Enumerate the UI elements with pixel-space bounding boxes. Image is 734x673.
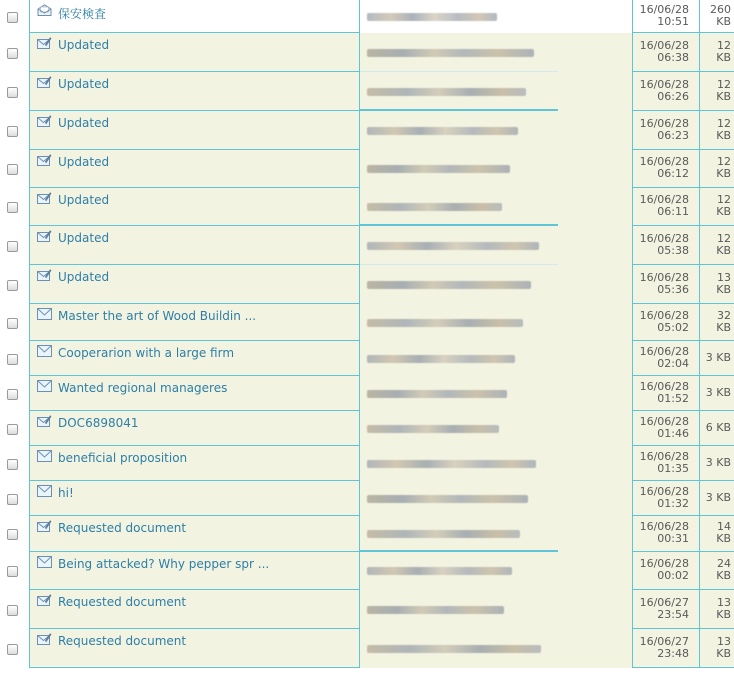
message-time: 02:04 — [657, 357, 689, 370]
message-checkbox[interactable] — [7, 529, 18, 540]
message-subject[interactable]: Updated — [58, 193, 110, 207]
message-checkbox[interactable] — [7, 241, 18, 252]
message-size: 24 — [717, 557, 731, 570]
message-row[interactable] — [0, 304, 734, 341]
message-size-unit: KB — [716, 283, 731, 296]
preview-cell — [360, 111, 632, 150]
checkbox-cell — [0, 411, 29, 446]
message-size-unit: KB — [716, 532, 731, 545]
message-checkbox[interactable] — [7, 318, 18, 329]
subject-cell[interactable] — [29, 552, 360, 590]
attachment-envelope-icon — [37, 154, 52, 166]
message-date: 16/06/27 — [639, 635, 689, 648]
message-checkbox[interactable] — [7, 126, 18, 137]
date-cell — [632, 0, 700, 33]
message-date: 16/06/28 — [639, 557, 689, 570]
message-row[interactable] — [0, 516, 734, 552]
message-subject[interactable]: Being attacked? Why pepper spr ... — [58, 557, 270, 571]
date-cell — [632, 72, 700, 111]
message-size: 12 — [717, 232, 731, 245]
blurred-preview — [367, 203, 502, 211]
message-size: 12 — [717, 117, 731, 130]
blurred-preview — [367, 495, 528, 503]
message-date: 16/06/28 — [639, 520, 689, 533]
subject-cell[interactable] — [29, 304, 360, 341]
message-checkbox[interactable] — [7, 87, 18, 98]
preview-cell — [360, 629, 632, 668]
message-checkbox[interactable] — [7, 389, 18, 400]
message-subject[interactable]: Requested document — [58, 634, 187, 648]
message-time: 01:52 — [657, 392, 689, 405]
checkbox-cell — [0, 376, 29, 411]
size-cell — [700, 0, 734, 33]
blurred-preview — [367, 49, 534, 57]
message-size-unit: KB — [716, 90, 731, 103]
message-date: 16/06/28 — [639, 39, 689, 52]
preview-cell — [360, 341, 632, 376]
date-cell — [632, 446, 700, 481]
message-size: 14 — [717, 520, 731, 533]
subject-cell[interactable] — [29, 226, 360, 265]
checkbox-cell — [0, 72, 29, 111]
subject-cell[interactable] — [29, 341, 360, 376]
message-date: 16/06/28 — [639, 78, 689, 91]
size-cell — [700, 150, 734, 188]
message-date: 16/06/28 — [639, 3, 689, 16]
message-size: 12 — [717, 78, 731, 91]
preview-cell — [360, 33, 632, 72]
message-size: 3 KB — [705, 456, 731, 469]
message-time: 06:23 — [657, 129, 689, 142]
message-time: 23:54 — [657, 608, 689, 621]
message-row[interactable] — [0, 376, 734, 411]
message-checkbox[interactable] — [7, 566, 18, 577]
attachment-envelope-icon — [37, 230, 52, 242]
checkbox-cell — [0, 446, 29, 481]
message-size-unit: KB — [716, 321, 731, 334]
message-date: 16/06/28 — [639, 232, 689, 245]
attachment-envelope-icon — [37, 594, 52, 606]
preview-cell — [360, 265, 632, 304]
date-cell — [632, 341, 700, 376]
date-cell — [632, 516, 700, 552]
date-cell — [632, 376, 700, 411]
message-subject[interactable]: DOC6898041 — [58, 416, 139, 430]
message-size-unit: KB — [716, 51, 731, 64]
checkbox-cell — [0, 481, 29, 516]
date-cell — [632, 552, 700, 590]
subject-cell[interactable] — [29, 33, 360, 72]
checkbox-cell — [0, 341, 29, 376]
envelope-icon — [37, 345, 52, 357]
size-cell — [700, 376, 734, 411]
subject-cell[interactable] — [29, 265, 360, 304]
date-cell — [632, 411, 700, 446]
size-cell — [700, 188, 734, 226]
checkbox-cell — [0, 265, 29, 304]
preview-cell — [360, 552, 632, 590]
message-time: 00:31 — [657, 532, 689, 545]
envelope-icon — [37, 380, 52, 392]
message-time: 06:12 — [657, 167, 689, 180]
message-checkbox[interactable] — [7, 48, 18, 59]
message-row[interactable] — [0, 265, 734, 304]
message-time: 01:46 — [657, 427, 689, 440]
preview-cell — [360, 72, 632, 111]
size-cell — [700, 72, 734, 111]
date-cell — [632, 188, 700, 226]
message-subject[interactable]: Updated — [58, 116, 110, 130]
checkbox-cell — [0, 150, 29, 188]
message-checkbox[interactable] — [7, 459, 18, 470]
date-cell — [632, 629, 700, 668]
message-date: 16/06/28 — [639, 380, 689, 393]
blurred-preview — [367, 425, 499, 433]
envelope-icon — [37, 450, 52, 462]
message-subject[interactable]: Updated — [58, 155, 110, 169]
message-size-unit: KB — [716, 129, 731, 142]
preview-cell — [360, 150, 632, 188]
subject-cell[interactable] — [29, 0, 360, 33]
date-cell — [632, 590, 700, 629]
message-time: 05:38 — [657, 244, 689, 257]
message-row[interactable] — [0, 341, 734, 376]
size-cell — [700, 341, 734, 376]
message-size-unit: KB — [716, 244, 731, 257]
message-size-unit: KB — [716, 569, 731, 582]
subject-cell[interactable] — [29, 446, 360, 481]
blurred-preview — [367, 530, 520, 538]
message-date: 16/06/28 — [639, 485, 689, 498]
preview-cell — [360, 304, 632, 341]
message-size: 12 — [717, 155, 731, 168]
date-cell — [632, 265, 700, 304]
attachment-envelope-icon — [37, 76, 52, 88]
message-size-unit: KB — [716, 647, 731, 660]
message-size: 3 KB — [705, 491, 731, 504]
checkbox-cell — [0, 33, 29, 72]
message-date: 16/06/28 — [639, 345, 689, 358]
subject-cell[interactable] — [29, 150, 360, 188]
message-subject[interactable]: Requested document — [58, 595, 187, 609]
message-date: 16/06/28 — [639, 309, 689, 322]
message-checkbox[interactable] — [7, 164, 18, 175]
date-cell — [632, 481, 700, 516]
checkbox-cell — [0, 552, 29, 590]
message-size: 13 — [717, 271, 731, 284]
message-size: 32 — [717, 309, 731, 322]
message-row[interactable] — [0, 188, 734, 226]
date-cell — [632, 111, 700, 150]
message-size-unit: KB — [716, 608, 731, 621]
message-time: 10:51 — [657, 15, 689, 28]
checkbox-cell — [0, 0, 29, 33]
size-cell — [700, 481, 734, 516]
message-subject[interactable]: Updated — [58, 270, 110, 284]
size-cell — [700, 446, 734, 481]
envelope-icon — [37, 485, 52, 497]
message-time: 05:02 — [657, 321, 689, 334]
message-row[interactable] — [0, 150, 734, 188]
message-size: 6 KB — [705, 421, 731, 434]
size-cell — [700, 265, 734, 304]
size-cell — [700, 226, 734, 265]
blurred-preview — [367, 355, 515, 363]
preview-cell — [360, 376, 632, 411]
attachment-envelope-icon — [37, 415, 52, 427]
message-date: 16/06/28 — [639, 415, 689, 428]
message-row[interactable] — [0, 446, 734, 481]
subject-cell[interactable] — [29, 188, 360, 226]
message-checkbox[interactable] — [7, 280, 18, 291]
blurred-preview — [367, 13, 497, 21]
size-cell — [700, 552, 734, 590]
preview-cell — [360, 481, 632, 516]
message-time: 06:26 — [657, 90, 689, 103]
unread-envelope-icon — [37, 4, 52, 16]
envelope-icon — [37, 308, 52, 320]
subject-cell[interactable] — [29, 111, 360, 150]
message-size: 12 — [717, 39, 731, 52]
preview-cell — [360, 590, 632, 629]
message-time: 23:48 — [657, 647, 689, 660]
message-row[interactable] — [0, 226, 734, 265]
message-size: 13 — [717, 596, 731, 609]
blurred-preview — [367, 88, 526, 96]
message-date: 16/06/28 — [639, 193, 689, 206]
message-time: 01:35 — [657, 462, 689, 475]
date-cell — [632, 226, 700, 265]
message-subject[interactable]: Requested document — [58, 521, 187, 535]
message-row[interactable] — [0, 590, 734, 629]
checkbox-cell — [0, 188, 29, 226]
message-size: 13 — [717, 635, 731, 648]
subject-cell[interactable] — [29, 376, 360, 411]
checkbox-cell — [0, 304, 29, 341]
message-size: 3 KB — [705, 386, 731, 399]
preview-cell — [360, 226, 632, 265]
message-checkbox[interactable] — [7, 424, 18, 435]
message-row[interactable] — [0, 629, 734, 668]
blurred-preview — [367, 127, 518, 135]
message-size-unit: KB — [716, 167, 731, 180]
date-cell — [632, 150, 700, 188]
size-cell — [700, 590, 734, 629]
message-checkbox[interactable] — [7, 202, 18, 213]
subject-cell[interactable] — [29, 411, 360, 446]
blurred-preview — [367, 242, 539, 250]
message-subject[interactable]: beneficial proposition — [58, 451, 188, 465]
size-cell — [700, 516, 734, 552]
subject-cell[interactable] — [29, 481, 360, 516]
message-subject[interactable]: 保安検査 — [58, 7, 107, 21]
message-subject[interactable]: Updated — [58, 231, 110, 245]
message-row[interactable] — [0, 33, 734, 72]
message-size-unit: KB — [716, 205, 731, 218]
checkbox-cell — [0, 590, 29, 629]
attachment-envelope-icon — [37, 192, 52, 204]
date-cell — [632, 33, 700, 72]
envelope-icon — [37, 556, 52, 568]
blurred-preview — [367, 390, 507, 398]
attachment-envelope-icon — [37, 269, 52, 281]
message-checkbox[interactable] — [7, 605, 18, 616]
message-checkbox[interactable] — [7, 354, 18, 365]
preview-cell — [360, 446, 632, 481]
subject-cell[interactable] — [29, 590, 360, 629]
attachment-envelope-icon — [37, 37, 52, 49]
size-cell — [700, 304, 734, 341]
blurred-preview — [367, 165, 510, 173]
blurred-preview — [367, 567, 512, 575]
attachment-envelope-icon — [37, 633, 52, 645]
message-checkbox[interactable] — [7, 494, 18, 505]
subject-cell[interactable] — [29, 72, 360, 111]
checkbox-cell — [0, 111, 29, 150]
message-subject[interactable]: Master the art of Wood Buildin ... — [58, 309, 257, 323]
blurred-preview — [367, 319, 523, 327]
blurred-preview — [367, 460, 536, 468]
preview-cell — [360, 411, 632, 446]
message-row[interactable] — [0, 411, 734, 446]
checkbox-cell — [0, 629, 29, 668]
message-time: 05:36 — [657, 283, 689, 296]
blurred-preview — [367, 645, 541, 653]
size-cell — [700, 629, 734, 668]
size-cell — [700, 411, 734, 446]
attachment-envelope-icon — [37, 520, 52, 532]
message-row[interactable] — [0, 481, 734, 516]
message-date: 16/06/28 — [639, 450, 689, 463]
message-row[interactable] — [0, 0, 734, 33]
message-subject[interactable]: Wanted regional manageres — [58, 381, 228, 395]
blurred-preview — [367, 606, 504, 614]
message-time: 00:02 — [657, 569, 689, 582]
message-time: 06:11 — [657, 205, 689, 218]
message-date: 16/06/28 — [639, 155, 689, 168]
message-subject[interactable]: hi! — [58, 486, 74, 500]
subject-cell[interactable] — [29, 516, 360, 552]
message-time: 06:38 — [657, 51, 689, 64]
message-row[interactable] — [0, 552, 734, 590]
message-date: 16/06/28 — [639, 117, 689, 130]
date-cell — [632, 304, 700, 341]
message-checkbox[interactable] — [7, 12, 18, 23]
checkbox-cell — [0, 226, 29, 265]
preview-cell — [360, 188, 632, 226]
message-size-unit: KB — [716, 15, 731, 28]
message-date: 16/06/27 — [639, 596, 689, 609]
subject-cell[interactable] — [29, 629, 360, 668]
size-cell — [700, 111, 734, 150]
message-subject[interactable]: Updated — [58, 77, 110, 91]
message-size: 12 — [717, 193, 731, 206]
preview-cell — [360, 0, 632, 33]
attachment-envelope-icon — [37, 115, 52, 127]
message-size: 3 KB — [705, 351, 731, 364]
size-cell — [700, 33, 734, 72]
message-row[interactable] — [0, 72, 734, 111]
message-checkbox[interactable] — [7, 644, 18, 655]
message-time: 01:32 — [657, 497, 689, 510]
checkbox-cell — [0, 516, 29, 552]
message-date: 16/06/28 — [639, 271, 689, 284]
message-subject[interactable]: Updated — [58, 38, 110, 52]
message-subject[interactable]: Cooperarion with a large firm — [58, 346, 235, 360]
blurred-preview — [367, 281, 531, 289]
message-row[interactable] — [0, 111, 734, 150]
preview-cell — [360, 516, 632, 552]
message-size: 260 — [710, 3, 731, 16]
